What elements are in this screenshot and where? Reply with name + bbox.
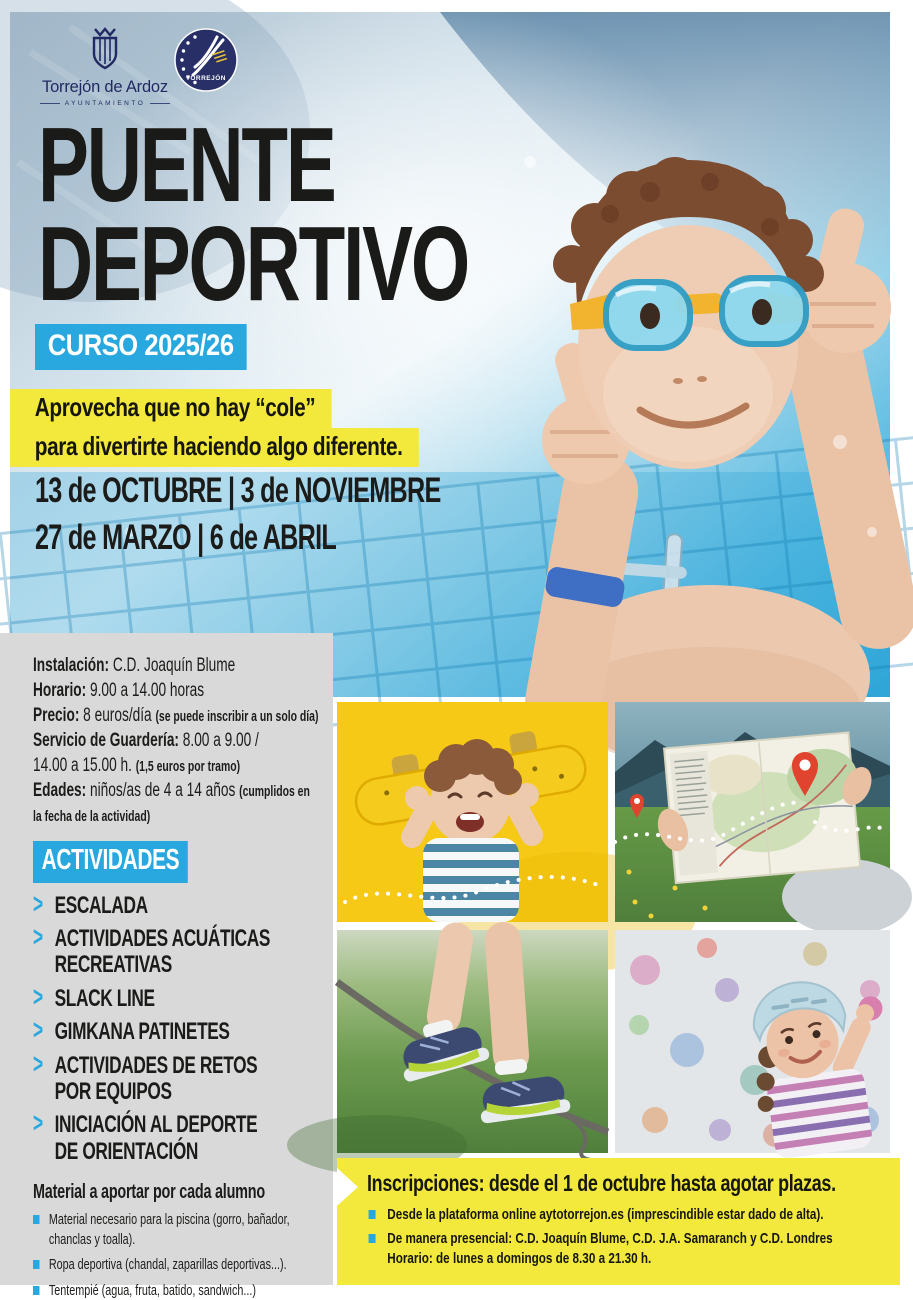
badge-city-name: TORREJÓN: [186, 75, 226, 82]
chevron-right-icon: >: [33, 1048, 43, 1080]
photo-orientation-map: [615, 702, 890, 922]
info-edades-2: la fecha de la actividad): [33, 809, 151, 826]
material-item: Tentempié (agua, fruta, batido, sandwich...): [33, 1281, 318, 1300]
city-logo-name: Torrejón de Ardoz: [42, 78, 168, 96]
tagline-line-2: para divertirte haciendo algo diferente.: [10, 428, 419, 467]
material-item: Material necesario para la piscina (gorro, bañador, chanclas y toalla).: [33, 1210, 318, 1249]
inscriptions-title: Inscripciones: desde el 1 de octubre hasta agotar plazas.: [367, 1170, 836, 1196]
boy-swimmer: [519, 157, 913, 769]
info-block: [33, 653, 318, 829]
trail-map: [664, 732, 865, 883]
info-guarderia: Servicio de Guardería: 8.00 a 9.00 /: [33, 730, 259, 752]
chevron-right-icon: >: [33, 1014, 43, 1047]
activity-item: > ACTIVIDADES ACUÁTICAS RECREATIVAS: [33, 921, 271, 979]
poster-title: [38, 106, 469, 323]
chevron-right-icon: >: [33, 1108, 43, 1140]
info-guarderia-2: 14.00 a 15.00 h. (1,5 euros por tramo): [33, 755, 241, 777]
activity-item: > SLACK LINE: [33, 981, 155, 1013]
photo-skateboard-boy: [337, 702, 608, 922]
dates-line-2: 27 de MARZO | 6 de ABRIL: [35, 517, 337, 557]
info-horario: Horario: 9.00 a 14.00 horas: [33, 680, 205, 702]
info-edades: Edades: niños/as de 4 a 14 años (cumplidos en: [33, 780, 310, 802]
activities-header: ACTIVIDADES: [33, 841, 188, 883]
chevron-right-icon: >: [33, 981, 43, 1013]
inscriptions-box: [337, 1158, 900, 1285]
divider: [150, 103, 170, 104]
event-dates: [35, 468, 441, 562]
activities-list: [33, 888, 318, 1166]
course-badge: [35, 324, 246, 370]
inscription-item: Desde la plataforma online aytotorrejon.es (imprescindible estar dado de alta).: [367, 1205, 913, 1225]
photo-slackline-feet: [337, 930, 608, 1153]
title-line-2: DEPORTIVO: [38, 204, 469, 323]
tagline-line-1: Aprovecha que no hay “cole”: [10, 389, 331, 428]
chevron-right-icon: >: [33, 888, 43, 920]
city-crest-icon: [75, 20, 135, 72]
dates-line-1: 13 de OCTUBRE | 3 de NOVIEMBRE: [35, 471, 441, 510]
title-line-1: PUENTE: [38, 106, 335, 224]
info-instalacion: Instalación: C.D. Joaquín Blume: [33, 655, 236, 676]
hero-photo-pool: [10, 12, 890, 697]
activity-item: > ACTIVIDADES DE RETOS POR EQUIPOS: [33, 1048, 258, 1105]
city-logo-subtitle: AYUNTAMIENTO: [40, 100, 170, 107]
sport-city-badge: [173, 27, 239, 93]
divider: [40, 103, 60, 104]
activity-item: > INICIACIÓN AL DEPORTE DE ORIENTACIÓN: [33, 1108, 258, 1165]
course-badge-label: CURSO 2025/26: [35, 324, 246, 370]
photo-climbing-girl: [615, 930, 890, 1153]
material-header: Material a aportar por cada alumno: [33, 1181, 265, 1204]
activity-item: > ESCALADA: [33, 888, 148, 920]
info-precio: Precio: 8 euros/día (se puede inscribir a un solo día): [33, 705, 319, 727]
activity-item: > GIMKANA PATINETES: [33, 1014, 230, 1047]
tagline: [10, 389, 419, 467]
material-list: [33, 1210, 318, 1300]
inscription-item: De manera presencial: C.D. Joaquín Blume, C.D. J.A. Samaranch y C.D. Londres Horario: de lunes a domingos de 8.30 a 21.30 h.: [367, 1229, 913, 1269]
info-panel: [0, 633, 333, 1299]
city-logo: [40, 20, 170, 107]
material-item: Ropa deportiva (chandal, zaparillas deportivas...).: [33, 1255, 318, 1275]
chevron-right-icon: >: [33, 921, 43, 953]
arrow-right-icon: [337, 1168, 358, 1206]
